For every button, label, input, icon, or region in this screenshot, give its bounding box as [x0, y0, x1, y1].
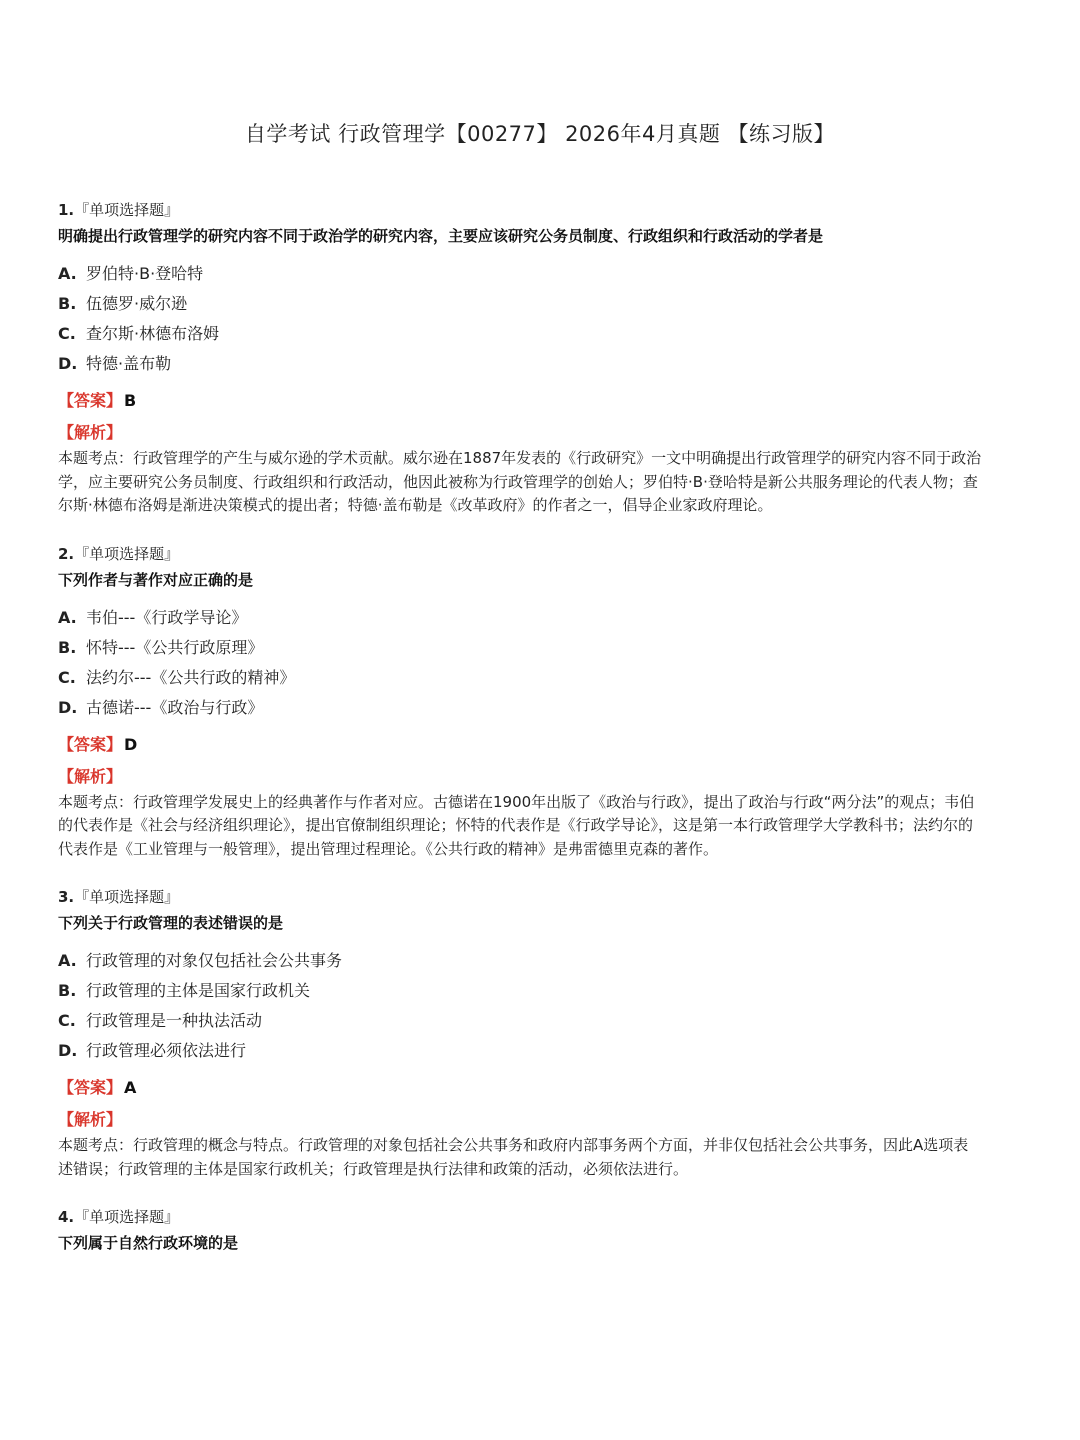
option-letter: A. [58, 264, 77, 283]
option-text: 韦伯---《行政学导论》 [86, 607, 248, 627]
question-number: 2. [58, 544, 75, 563]
answer-line [58, 387, 998, 415]
option-text: 法约尔---《公共行政的精神》 [86, 667, 296, 687]
option-letter: B. [58, 981, 77, 1000]
option-letter: D. [58, 354, 78, 373]
question-stem: 下列作者与著作对应正确的是 [58, 570, 254, 589]
option-d [58, 1036, 998, 1066]
option-c [58, 319, 998, 349]
option-text: 罗伯特·B·登哈特 [86, 264, 204, 283]
option-text: 行政管理是一种执法活动 [86, 1011, 263, 1030]
question-type: 『单项选择题』 [74, 1208, 180, 1226]
option-text: 行政管理必须依法进行 [86, 1041, 247, 1060]
option-text: 伍德罗·威尔逊 [86, 294, 188, 313]
option-letter: C. [58, 667, 76, 687]
option-a [58, 946, 998, 976]
answer-label: 【答案】 [58, 391, 123, 410]
question-header [58, 542, 998, 566]
answer-label: 【答案】 [58, 734, 123, 754]
question-header [58, 198, 998, 222]
analysis-text: 本题考点：行政管理学发展史上的经典著作与作者对应。古德诺在1900年出版了《政治与行政》，提出了政治与行政“两分法”的观点；韦伯的代表作是《社会与经济组织理论》，提出官僚制组织理论；怀特的代表作是《行政学导论》，这是第一本行政管理学大学教科书；法约尔的代表作是《工业管理与一般管理》，提出管理过程理论。《公共行政的精神》是弗雷德里克森的著作。 [58, 792, 975, 858]
option-b [58, 289, 998, 319]
option-c [58, 1006, 998, 1036]
option-list [58, 946, 998, 1066]
option-c [58, 663, 998, 693]
document-title: 自学考试 行政管理学【00277】 2026年4月真题 【练习版】 [244, 122, 836, 146]
answer-line [58, 731, 998, 759]
analysis-text: 本题考点：行政管理的概念与特点。行政管理的对象包括社会公共事务和政府内部事务两个方面，并非仅包括社会公共事务，因此A选项表述错误；行政管理的主体是国家行政机关；行政管理是执行法律和政策的活动，必须依法进行。 [58, 1136, 969, 1178]
option-list [58, 259, 998, 379]
question-header [58, 1205, 998, 1229]
option-letter: D. [58, 1041, 78, 1060]
question-type: 『单项选择题』 [74, 888, 180, 906]
option-b [58, 633, 998, 663]
question-1 [58, 198, 998, 518]
option-text: 怀特---《公共行政原理》 [86, 637, 264, 657]
option-letter: B. [58, 294, 77, 313]
option-letter: D. [58, 697, 78, 717]
question-type: 『单项选择题』 [74, 201, 180, 219]
question-list [58, 198, 998, 1280]
option-text: 古德诺---《政治与行政》 [86, 697, 264, 717]
option-letter: A. [58, 951, 77, 970]
answer-label: 【答案】 [58, 1078, 123, 1097]
analysis-text: 本题考点：行政管理学的产生与威尔逊的学术贡献。威尔逊在1887年发表的《行政研究》一文中明确提出行政管理学的研究内容不同于政治学，应主要研究公务员制度、行政组织和行政活动，他因此被称为行政管理学的创始人；罗伯特·B·登哈特是新公共服务理论的代表人物；查尔斯·林德布洛姆是渐进决策模式的提出者；特德·盖布勒是《改革政府》的作者之一，倡导企业家政府理论。 [58, 449, 982, 514]
option-a [58, 259, 998, 289]
question-header [58, 885, 998, 909]
option-text: 特德·盖布勒 [86, 354, 172, 373]
question-number: 1. [58, 201, 75, 219]
question-2 [58, 542, 998, 862]
option-letter: B. [58, 637, 77, 657]
question-type: 『单项选择题』 [74, 544, 180, 563]
answer-value: A [124, 1078, 137, 1097]
question-3 [58, 885, 998, 1181]
question-stem: 下列属于自然行政环境的是 [58, 1234, 239, 1252]
question-4 [58, 1205, 998, 1256]
option-letter: A. [58, 607, 77, 627]
question-stem: 下列关于行政管理的表述错误的是 [58, 914, 284, 932]
option-text: 行政管理的主体是国家行政机关 [86, 981, 311, 1000]
option-letter: C. [58, 1011, 76, 1030]
option-letter: C. [58, 324, 76, 343]
answer-line [58, 1074, 998, 1102]
answer-value: B [124, 391, 137, 410]
question-stem: 明确提出行政管理学的研究内容不同于政治学的研究内容，主要应该研究公务员制度、行政组织和行政活动的学者是 [58, 227, 824, 245]
question-number: 3. [58, 888, 75, 906]
option-text: 查尔斯·林德布洛姆 [86, 324, 220, 343]
answer-value: D [124, 734, 138, 754]
option-d [58, 349, 998, 379]
analysis-label: 【解析】 [58, 423, 123, 442]
option-text: 行政管理的对象仅包括社会公共事务 [86, 951, 343, 970]
option-d [58, 693, 998, 723]
analysis-label: 【解析】 [58, 1110, 123, 1129]
analysis-label: 【解析】 [58, 766, 123, 786]
option-list [58, 603, 998, 723]
option-a [58, 603, 998, 633]
option-b [58, 976, 998, 1006]
question-number: 4. [58, 1208, 75, 1226]
